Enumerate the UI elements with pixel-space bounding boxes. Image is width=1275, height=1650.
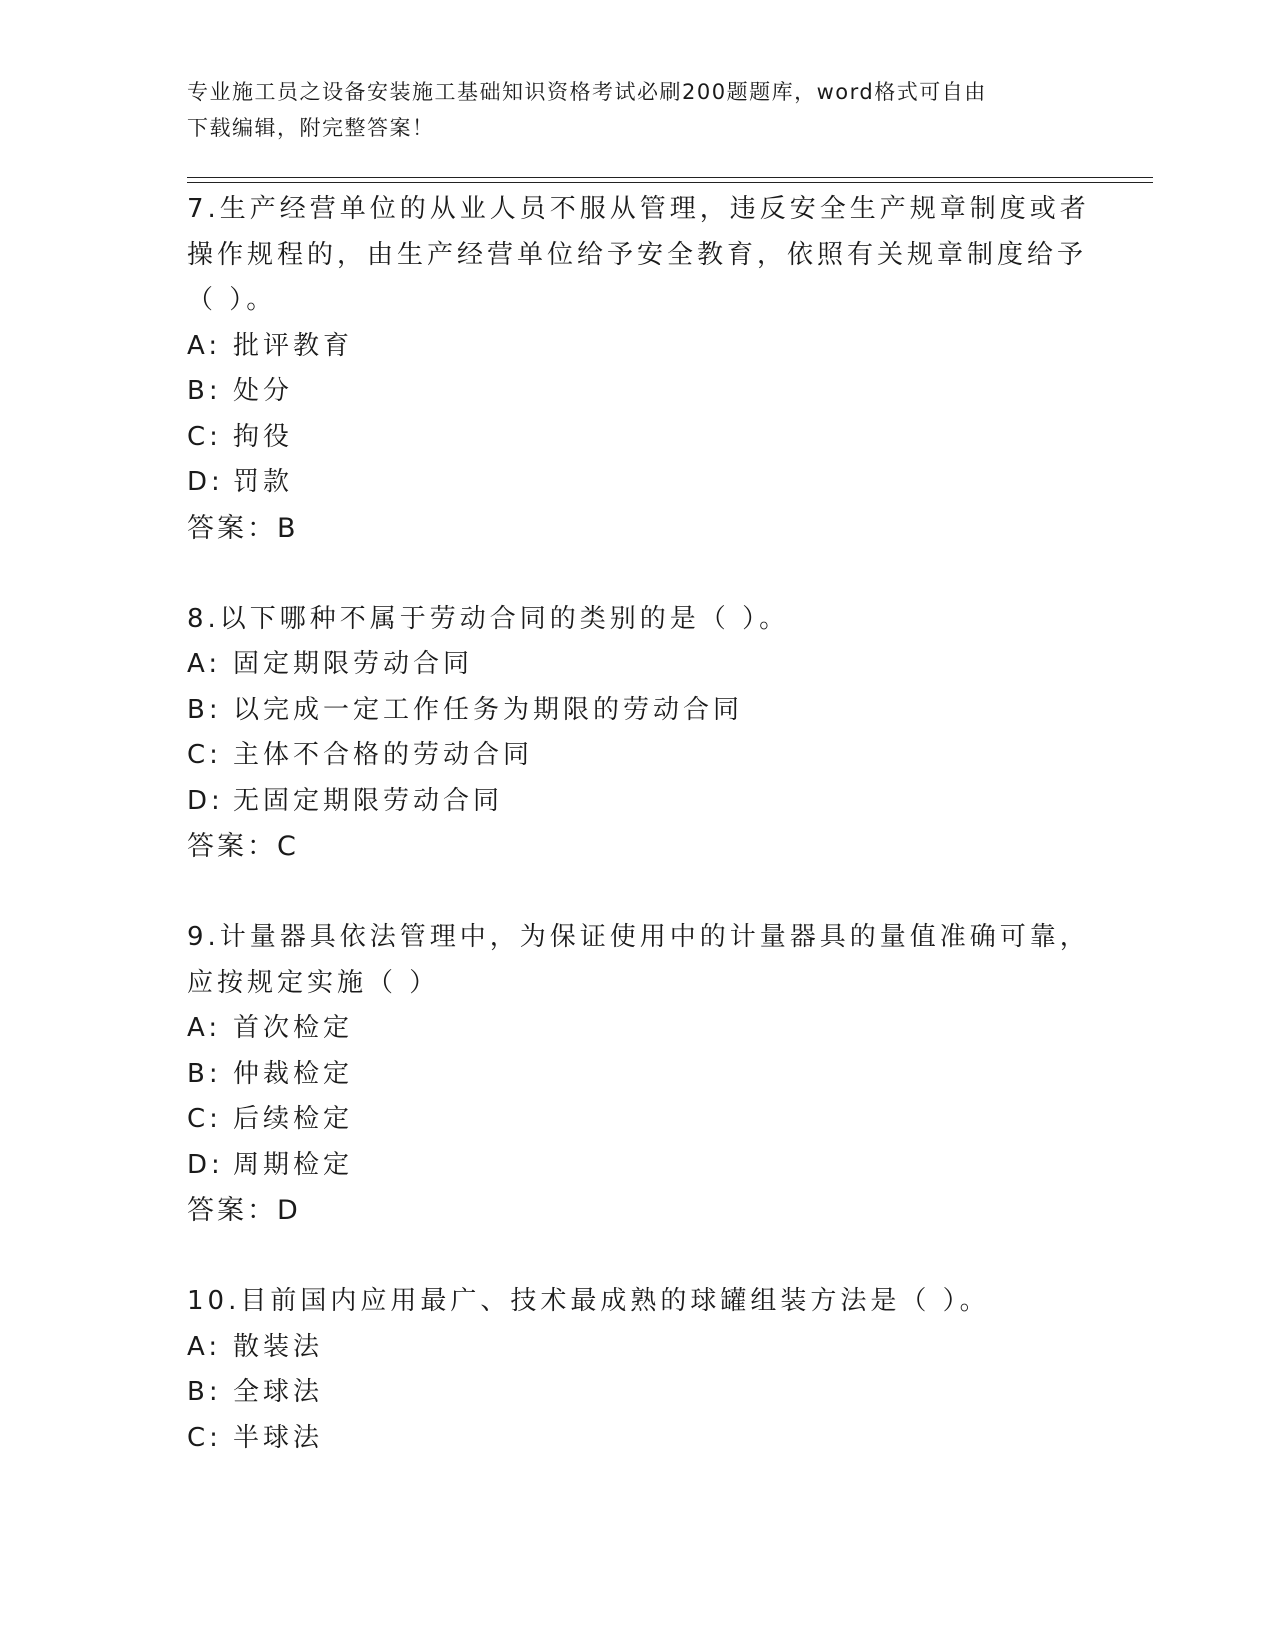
answer-option <box>187 460 1087 506</box>
option-label: C: <box>187 421 222 452</box>
question-block <box>187 1279 1087 1461</box>
answer-key: 答案：D <box>187 1195 301 1226</box>
question-stem-line: 7.生产经营单位的从业人员不服从管理，违反安全生产规章制度或者 <box>187 194 1090 224</box>
option-label: A: <box>187 330 222 361</box>
option-text: 周期检定 <box>233 1149 354 1180</box>
answer-option <box>187 1052 1087 1098</box>
answer-option <box>187 1006 1087 1052</box>
header-line-1: 专业施工员之设备安装施工基础知识资格考试必刷200题题库，word格式可自由 <box>187 80 987 104</box>
header-divider-top <box>187 177 1153 178</box>
option-label: B: <box>187 694 222 725</box>
option-text: 全球法 <box>233 1377 324 1407</box>
question-list <box>187 187 1090 1461</box>
answer-option <box>187 369 1087 415</box>
header-divider-bottom <box>187 182 1153 183</box>
option-label: D: <box>187 785 224 816</box>
option-text: 拘役 <box>233 421 294 452</box>
option-text: 批评教育 <box>233 330 354 361</box>
option-label: A: <box>187 1331 222 1362</box>
header-line-2: 下载编辑，附完整答案！ <box>187 116 435 140</box>
option-text: 散装法 <box>233 1331 324 1362</box>
document-header <box>187 74 1087 146</box>
question-stem-line: 操作规程的，由生产经营单位给予安全教育，依照有关规章制度给予 <box>187 239 1088 270</box>
option-label: B: <box>187 376 222 406</box>
answer-key: 答案：B <box>187 512 299 544</box>
answer-option <box>187 324 1087 370</box>
question-spacer <box>187 1234 1087 1280</box>
option-label: C: <box>187 740 222 770</box>
option-label: A: <box>187 649 222 679</box>
question-block <box>187 915 1090 1279</box>
option-label: B: <box>187 1377 222 1407</box>
answer-option <box>187 642 1087 688</box>
option-text: 半球法 <box>233 1422 324 1453</box>
answer-key: 答案：C <box>187 831 299 862</box>
question-block <box>187 187 1090 597</box>
question-stem-line: 10.目前国内应用最广、技术最成熟的球罐组装方法是（ ）。 <box>187 1286 990 1316</box>
answer-option <box>187 1416 1087 1462</box>
answer-option <box>187 733 1087 779</box>
question-spacer <box>187 870 1087 916</box>
option-label: D: <box>187 1149 224 1180</box>
option-text: 首次检定 <box>233 1013 354 1043</box>
option-label: A: <box>187 1013 222 1043</box>
answer-option <box>187 415 1087 461</box>
option-text: 固定期限劳动合同 <box>233 649 474 679</box>
option-text: 后续检定 <box>233 1104 354 1134</box>
option-text: 无固定期限劳动合同 <box>233 785 504 816</box>
option-label: C: <box>187 1422 222 1453</box>
question-spacer <box>187 551 1087 597</box>
question-stem-line: 应按规定实施（ ） <box>187 967 440 998</box>
option-label: D: <box>187 467 224 497</box>
answer-option <box>187 1143 1087 1189</box>
option-text: 以完成一定工作任务为期限的劳动合同 <box>233 694 744 725</box>
answer-option <box>187 1325 1087 1371</box>
option-label: C: <box>187 1104 222 1134</box>
option-text: 仲裁检定 <box>233 1058 354 1089</box>
question-stem-line: 8.以下哪种不属于劳动合同的类别的是（ ）。 <box>187 603 790 634</box>
answer-option <box>187 688 1087 734</box>
option-label: B: <box>187 1058 222 1089</box>
answer-option <box>187 1097 1087 1143</box>
option-text: 处分 <box>233 376 294 406</box>
question-stem-line: （ ）。 <box>187 285 277 315</box>
option-text: 罚款 <box>233 467 294 497</box>
question-stem-line: 9.计量器具依法管理中，为保证使用中的计量器具的量值准确可靠， <box>187 922 1090 952</box>
answer-option <box>187 1370 1087 1416</box>
option-text: 主体不合格的劳动合同 <box>233 740 534 770</box>
answer-option <box>187 779 1087 825</box>
question-block <box>187 597 1087 916</box>
